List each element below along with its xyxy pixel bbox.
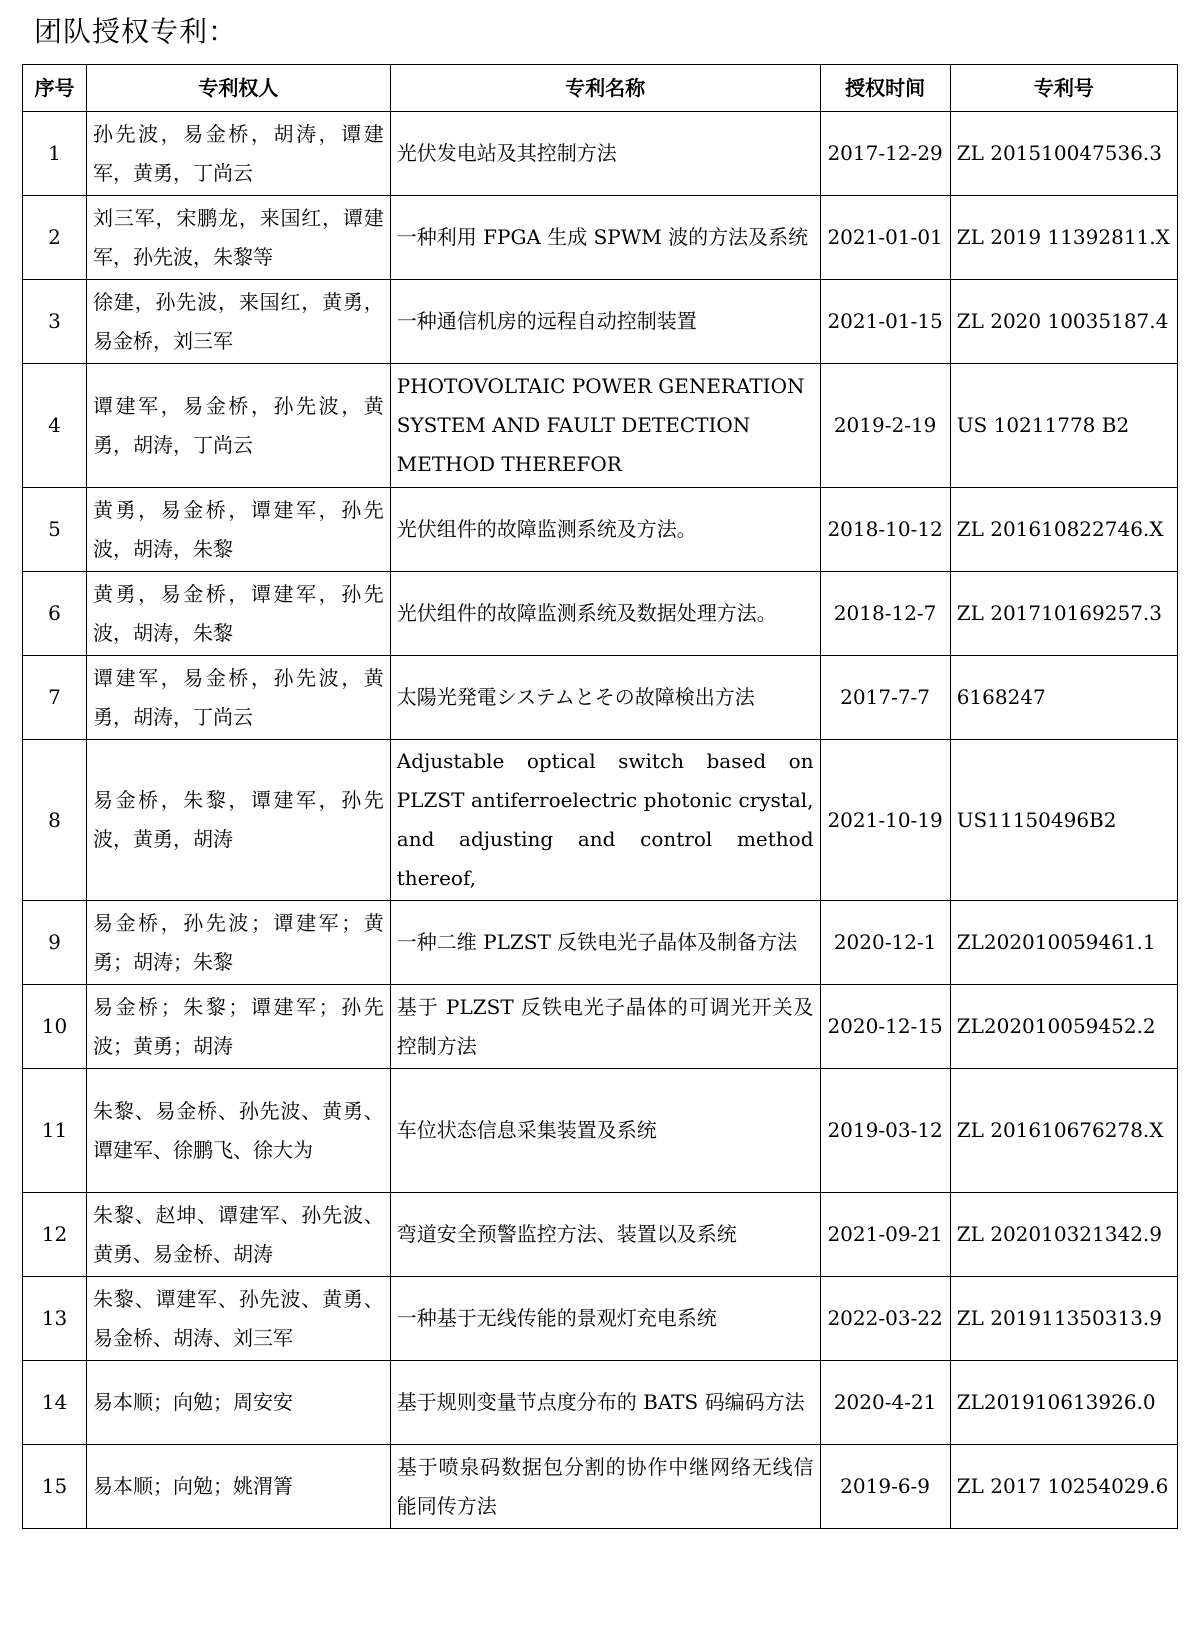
cell-grant-date: 2018-12-7 xyxy=(820,572,950,656)
cell-patent-number: 6168247 xyxy=(950,656,1177,740)
cell-serial-no: 11 xyxy=(23,1069,87,1193)
cell-patent-name: 太陽光発電システムとその故障検出方法 xyxy=(390,656,820,740)
cell-grant-date: 2020-12-15 xyxy=(820,985,950,1069)
table-row xyxy=(23,364,1178,488)
cell-serial-no: 7 xyxy=(23,656,87,740)
cell-grant-date: 2018-10-12 xyxy=(820,488,950,572)
cell-patent-name: 一种利用 FPGA 生成 SPWM 波的方法及系统 xyxy=(390,196,820,280)
table-row xyxy=(23,740,1178,901)
cell-grant-date: 2017-7-7 xyxy=(820,656,950,740)
table-row xyxy=(23,1445,1178,1529)
cell-grant-date: 2020-12-1 xyxy=(820,901,950,985)
cell-grant-date: 2019-03-12 xyxy=(820,1069,950,1193)
table-row xyxy=(23,280,1178,364)
cell-patent-number: ZL 2020 10035187.4 xyxy=(950,280,1177,364)
table-row xyxy=(23,1069,1178,1193)
page-title: 团队授权专利： xyxy=(34,15,238,48)
cell-patent-number: ZL202010059452.2 xyxy=(950,985,1177,1069)
table-row xyxy=(23,985,1178,1069)
patent-table xyxy=(22,64,1178,1529)
cell-patentee: 易金桥，孙先波；谭建军；黄勇；胡涛；朱黎 xyxy=(87,901,391,985)
cell-patent-number: ZL 2017 10254029.6 xyxy=(950,1445,1177,1529)
cell-grant-date: 2021-01-15 xyxy=(820,280,950,364)
cell-patent-name: 一种二维 PLZST 反铁电光子晶体及制备方法 xyxy=(390,901,820,985)
cell-patent-number: ZL201910613926.0 xyxy=(950,1361,1177,1445)
cell-patent-name: Adjustable optical switch based on PLZST antiferroelectric photonic crystal, and adjusting and control method thereof, xyxy=(390,740,820,901)
table-row xyxy=(23,901,1178,985)
cell-patentee: 易金桥，朱黎，谭建军，孙先波，黄勇，胡涛 xyxy=(87,740,391,901)
cell-patent-name: 光伏发电站及其控制方法 xyxy=(390,112,820,196)
cell-patentee: 易本顺；向勉；姚渭箐 xyxy=(87,1445,391,1529)
cell-grant-date: 2022-03-22 xyxy=(820,1277,950,1361)
cell-grant-date: 2021-09-21 xyxy=(820,1193,950,1277)
cell-patentee: 朱黎、谭建军、孙先波、黄勇、易金桥、胡涛、刘三军 xyxy=(87,1277,391,1361)
cell-patent-name: 基于规则变量节点度分布的 BATS 码编码方法 xyxy=(390,1361,820,1445)
table-row xyxy=(23,1277,1178,1361)
header-serial-no: 序号 xyxy=(23,65,87,112)
cell-patentee: 谭建军，易金桥，孙先波，黄勇，胡涛，丁尚云 xyxy=(87,656,391,740)
cell-serial-no: 15 xyxy=(23,1445,87,1529)
cell-patent-name: 车位状态信息采集装置及系统 xyxy=(390,1069,820,1193)
cell-patentee: 徐建，孙先波，来国红，黄勇，易金桥，刘三军 xyxy=(87,280,391,364)
cell-patent-number: ZL 201911350313.9 xyxy=(950,1277,1177,1361)
cell-serial-no: 9 xyxy=(23,901,87,985)
table-row xyxy=(23,1361,1178,1445)
cell-patent-name: 一种通信机房的远程自动控制装置 xyxy=(390,280,820,364)
cell-patentee: 谭建军，易金桥，孙先波，黄勇，胡涛，丁尚云 xyxy=(87,364,391,488)
cell-serial-no: 3 xyxy=(23,280,87,364)
cell-patentee: 黄勇，易金桥，谭建军，孙先波，胡涛，朱黎 xyxy=(87,572,391,656)
table-row xyxy=(23,196,1178,280)
cell-patentee: 刘三军，宋鹏龙，来国红，谭建军，孙先波，朱黎等 xyxy=(87,196,391,280)
cell-serial-no: 10 xyxy=(23,985,87,1069)
cell-patent-number: ZL 201510047536.3 xyxy=(950,112,1177,196)
table-row xyxy=(23,488,1178,572)
cell-patent-name: 基于喷泉码数据包分割的协作中继网络无线信能同传方法 xyxy=(390,1445,820,1529)
cell-serial-no: 6 xyxy=(23,572,87,656)
table-row xyxy=(23,656,1178,740)
cell-patent-number: ZL 201710169257.3 xyxy=(950,572,1177,656)
cell-serial-no: 12 xyxy=(23,1193,87,1277)
cell-serial-no: 1 xyxy=(23,112,87,196)
cell-patent-number: US 10211778 B2 xyxy=(950,364,1177,488)
cell-patentee: 易本顺；向勉；周安安 xyxy=(87,1361,391,1445)
cell-patent-number: ZL 201610822746.X xyxy=(950,488,1177,572)
header-patent-number: 专利号 xyxy=(950,65,1177,112)
cell-patent-number: ZL 2019 11392811.X xyxy=(950,196,1177,280)
header-patentee: 专利权人 xyxy=(87,65,391,112)
cell-patent-number: US11150496B2 xyxy=(950,740,1177,901)
header-patent-name: 专利名称 xyxy=(390,65,820,112)
cell-serial-no: 8 xyxy=(23,740,87,901)
table-header-row xyxy=(23,65,1178,112)
table-row xyxy=(23,572,1178,656)
cell-patent-number: ZL 201610676278.X xyxy=(950,1069,1177,1193)
cell-patentee: 朱黎、易金桥、孙先波、黄勇、谭建军、徐鹏飞、徐大为 xyxy=(87,1069,391,1193)
cell-patent-name: 基于 PLZST 反铁电光子晶体的可调光开关及控制方法 xyxy=(390,985,820,1069)
cell-patent-number: ZL 202010321342.9 xyxy=(950,1193,1177,1277)
cell-patentee: 朱黎、赵坤、谭建军、孙先波、黄勇、易金桥、胡涛 xyxy=(87,1193,391,1277)
cell-serial-no: 4 xyxy=(23,364,87,488)
cell-grant-date: 2019-6-9 xyxy=(820,1445,950,1529)
cell-patentee: 孙先波，易金桥，胡涛，谭建军，黄勇，丁尚云 xyxy=(87,112,391,196)
cell-patent-name: 光伏组件的故障监测系统及方法。 xyxy=(390,488,820,572)
cell-grant-date: 2021-01-01 xyxy=(820,196,950,280)
cell-grant-date: 2021-10-19 xyxy=(820,740,950,901)
cell-patent-name: PHOTOVOLTAIC POWER GENERATION SYSTEM AND FAULT DETECTION METHOD THEREFOR xyxy=(390,364,820,488)
cell-serial-no: 14 xyxy=(23,1361,87,1445)
table-row xyxy=(23,112,1178,196)
cell-serial-no: 13 xyxy=(23,1277,87,1361)
cell-serial-no: 5 xyxy=(23,488,87,572)
cell-grant-date: 2017-12-29 xyxy=(820,112,950,196)
cell-grant-date: 2020-4-21 xyxy=(820,1361,950,1445)
table-row xyxy=(23,1193,1178,1277)
cell-patent-number: ZL202010059461.1 xyxy=(950,901,1177,985)
cell-patentee: 易金桥；朱黎；谭建军；孙先波；黄勇；胡涛 xyxy=(87,985,391,1069)
cell-patent-name: 一种基于无线传能的景观灯充电系统 xyxy=(390,1277,820,1361)
cell-grant-date: 2019-2-19 xyxy=(820,364,950,488)
header-grant-date: 授权时间 xyxy=(820,65,950,112)
cell-patent-name: 光伏组件的故障监测系统及数据处理方法。 xyxy=(390,572,820,656)
cell-patentee: 黄勇，易金桥，谭建军，孙先波，胡涛，朱黎 xyxy=(87,488,391,572)
cell-serial-no: 2 xyxy=(23,196,87,280)
cell-patent-name: 弯道安全预警监控方法、装置以及系统 xyxy=(390,1193,820,1277)
